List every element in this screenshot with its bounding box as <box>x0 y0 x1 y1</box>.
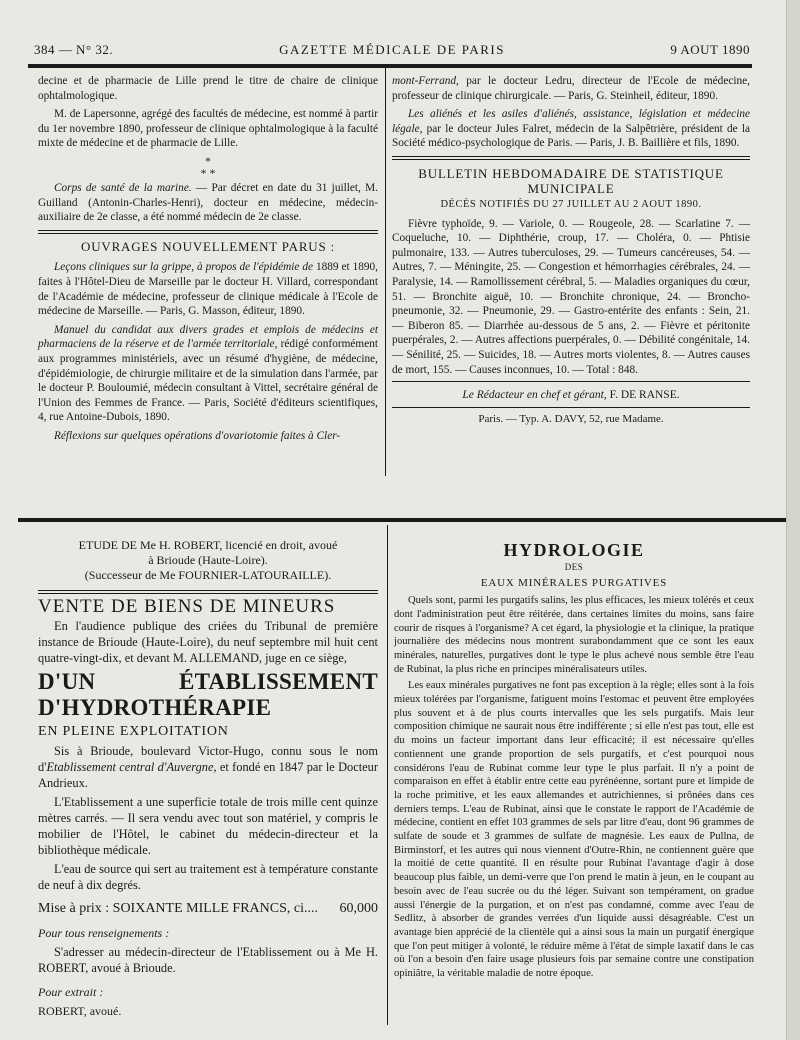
column-divider-bottom <box>387 525 388 1025</box>
announcement-title: VENTE DE BIENS DE MINEURS <box>38 596 336 617</box>
hydrologie-subtitle: EAUX MINÉRALES PURGATIVES <box>480 577 668 590</box>
right-column-top <box>392 74 750 426</box>
etude-line-3: (Successeur de Me FOURNIER-LATOURAILLE). <box>84 568 332 582</box>
imprint: Paris. — Typ. A. DAVY, 52, rue Madame. <box>478 412 664 425</box>
book-grippe: Leçons cliniques sur la grippe, à propos de l'épidémie de 1889 et 1890, faites à l'Hôtel-Dieu de Marseille par le docteur H. Villard, correspondant de l'Académie de médecine, professeur de clinique médicale à l'Ecole de médecine de Marseille. — Paris, G. Masson, éditeur, 1890. <box>38 261 379 318</box>
book-alienes: Les aliénés et les asiles d'aliénés, assistance, législation et médecine légale, par le docteur Jules Falret, médecin de la Salpêtrière, président de la Société médico-psychologique de Paris. — Paris, J. B. Baillière et fils, 1890. <box>392 108 750 150</box>
separator-stars: * * * <box>200 153 216 180</box>
section-title-ouvrages: OUVRAGES NOUVELLEMENT PARUS : <box>81 238 335 254</box>
signatory: ROBERT, avoué. <box>38 1004 122 1018</box>
column-divider-top <box>385 68 386 476</box>
establishment-subtitle: EN PLEINE EXPLOITATION <box>38 724 229 739</box>
bulletin-rule <box>392 156 750 160</box>
page-number: 384 — N° 32. <box>34 42 114 57</box>
info-heading: Pour tous renseignements : <box>38 926 170 940</box>
section-rule <box>38 230 378 234</box>
mid-rule <box>18 518 786 522</box>
bulletin-deces: DÉCÈS NOTIFIÉS DU 27 JUILLET AU 2 AOUT 1890. <box>440 198 702 210</box>
signature-rule <box>392 381 750 382</box>
book-ovariotomie: Réflexions sur quelques opérations d'ovariotomie faites à Cler- <box>54 429 341 442</box>
announcement-rule <box>38 590 378 594</box>
announcement-surface: L'Etablissement a une superficie totale de trois mille cent quinze mètres carrés. — Il sera vendu avec tout son matériel, y compris le mobilier de l'Hôtel, le cabinet du médecin-directeur et la bibliothèque médicale. <box>38 795 378 857</box>
announcement-audience: En l'audience publique des criées du Tribunal de première instance de Brioude (Haute-Loire), du neuf septembre mil huit cent quatre-vingt-dix, et devant M. ALLEMAND, juge en ce siège, <box>38 619 378 665</box>
book-ovariotomie-cont: mont-Ferrand, par le docteur Ledru, directeur de l'Ecole de médecine, professeur de clinique chirurgicale. — Paris, G. Steinheil, éditeur, 1890. <box>392 75 750 102</box>
paragraph-lille: decine et de pharmacie de Lille prend le titre de chaire de clinique ophtalmologique. <box>38 75 378 102</box>
header-rule <box>28 64 752 68</box>
hydrologie-des: DES <box>564 561 584 572</box>
legal-announcement <box>38 538 378 1022</box>
hydrologie-title: HYDROLOGIE <box>503 540 645 560</box>
page-header <box>34 42 750 60</box>
editor-signature: Le Rédacteur en chef et gérant, F. DE RANSE. <box>462 389 680 402</box>
issue-date: 9 AOUT 1890 <box>670 42 750 57</box>
starting-price: Mise à prix : SOIXANTE MILLE FRANCS, ci.... 60,000 <box>38 901 378 916</box>
paragraph-marine: Corps de santé de la marine. — Par décret en date du 31 juillet, M. Guilland (Antonin-Charles-Henri), docteur en médecine, médecin-auxiliaire de 2e classe, a été nommé médecin de 2e classe. <box>38 181 378 224</box>
book-manuel: Manuel du candidat aux divers grades et emplois de médecins et pharmaciens de la réserve et de l'armée territoriale, rédigé conformément aux programmes ministériels, avec un résumé d'hygiène, de médecine, d'épidémiologie, de chirurgie militaire et de la simulation dans l'armée, par le docteur P. Bouloumié, médecin consultant à Vittel, secrétaire général de l'Union des Femmes de France. — Paris, Société d'éditeurs scientifiques, 4, rue Antoine-Dubois, 1890. <box>38 323 378 424</box>
left-column-top <box>38 74 378 447</box>
binding-edge <box>786 0 800 1040</box>
bulletin-title: BULLETIN HEBDOMADAIRE DE STATISTIQUE MUNICIPALE <box>418 165 724 196</box>
hydrologie-article <box>394 540 754 984</box>
announcement-water: L'eau de source qui sert au traitement est à température constante de neuf à dix degrés. <box>38 862 378 892</box>
etude-line-1: ETUDE DE Me H. ROBERT, licencié en droit, avoué <box>78 538 338 552</box>
paragraph-lapersonne: M. de Lapersonne, agrégé des facultés de médecine, est nommé à partir du 1er novembre 1890, professeur de clinique ophtalmologique à la faculté mixte de médecine et de pharmacie de Lille. <box>38 108 378 150</box>
announcement-location: Sis à Brioude, boulevard Victor-Hugo, connu sous le nom d'Etablissement central d'Auvergne, et fondé en 1847 par le Docteur Andrieux. <box>38 744 378 790</box>
journal-title: GAZETTE MÉDICALE DE PARIS <box>279 42 505 57</box>
hydrologie-paragraph-2: Les eaux minérales purgatives ne font pas exception à la règle; elles sont à la fois mieux tolérées par l'organisme, fatiguent moins l'estomac et peuvent être employées plus souvent et à de plus courts intervalles que les sels purgatifs. Mais leur composition chimique ne saurait nous être indifférente ; si elle n'est pas tout, elle est du moins un facteur important dans leur efficacité; il est nécessaire qu'elles contiennent une grande proportion de sels purgatifs, et c'est pourquoi nous considérons l'eau de Rubinat comme leur type le plus parfait. Il n'y a point de comparaison en effet à établir entre cette eau pyrénéenne, sortant pure et limpide de la roche primitive, et les eaux allemandes et autrichiennes, si prônées dans ces derniers temps. L'eau de Rubinat, ainsi que le constate le rapport de l'Académie de médecine, contient en effet 103 grammes de sels par litre d'eau, dont 96 grammes de sulfate de soude et 3 grammes de sulfate de magnésie. Les eaux de Pullna, de Birminstorf, et les autres qui nous viennent d'Outre-Rhin, ne contiennent guère que la moitié de cette quantité. Il en résulte pour Rubinat l'avantage d'agir à dose beaucoup plus faible, un demi-verre que l'on prend le matin à jeun, en le coupant au besoin avec de l'eau sucrée ou du thé léger. Suivant son tempérament, on gradue aussi l'énergie de la purgation, et on n'est pas condamné, comme avec l'eau de Sedlitz, à absorber de grandes verrées d'un liquide aussi désagréable. C'est un avantage bien apprécié de la clientèle qui a ainsi sous la main un purgatif énergique que l'on peut mitiger à volonté, le réduire même à l'état de simple laxatif dans le cas où l'on a besoin d'en faire usage plusieurs fois par semaine contre une constipation opiniâtre, la véritable maladie de notre époque. <box>394 680 754 980</box>
bulletin-stats: Fièvre typhoïde, 9. — Variole, 0. — Rougeole, 28. — Scarlatine 7. — Coqueluche, 10. — Diphthérie, croup, 17. — Choléra, 0. — Phtisie pulmonaire, 133. — Autres tuberculoses, 29. — Tumeurs cancéreuses, 54. — Autres, 7. — Méningite, 25. — Congestion et hémorrhagies cérébrales, 24. — Paralysie, 14. — Ramollissement cérébral, 5. — Maladies organiques du cœur, 51. — Bronchite aiguë, 10. — Bronchite chronique, 24. — Broncho-pneumonie, 32. — Pneumonie, 29. — Gastro-entérite des enfants : Sein, 21. — Biberon 85. — Diarrhée au-dessous de 5 ans, 2. — Fièvre et péritonite puerpérales, 2. — Autres affections puerpérales, 0. — Débilité congénitale, 14. — Sénilité, 25. — Suicides, 18. — Autres morts violentes, 8. — Autres causes de mort, 155. — Causes inconnues, 10. — Total : 848. <box>392 217 750 376</box>
establishment-title: D'UN ÉTABLISSEMENT D'HYDROTHÉRAPIE <box>38 669 378 720</box>
hydrologie-paragraph-1: Quels sont, parmi les purgatifs salins, les plus efficaces, les mieux tolérés et ceux dont l'administration peut être réitérée, dans certaines limites du moins, sans faire courir de risques à l'organisme? A cet égard, la physiologie et la clinique, la pratique journalière des médecins nous montrent surabondamment que ce sont les eaux minérales, naturelles, purgatives dont le type le plus achevé nous semble être l'eau de Rubinat, la plus riche en principes minéralisateurs utiles. <box>394 595 754 675</box>
contact-paragraph: S'adresser au médecin-directeur de l'Etablissement ou à Me H. ROBERT, avoué à Brioude. <box>38 945 378 975</box>
imprint-rule <box>392 407 750 408</box>
etude-line-2: à Brioude (Haute-Loire). <box>148 553 268 567</box>
extract-label: Pour extrait : <box>38 985 104 999</box>
